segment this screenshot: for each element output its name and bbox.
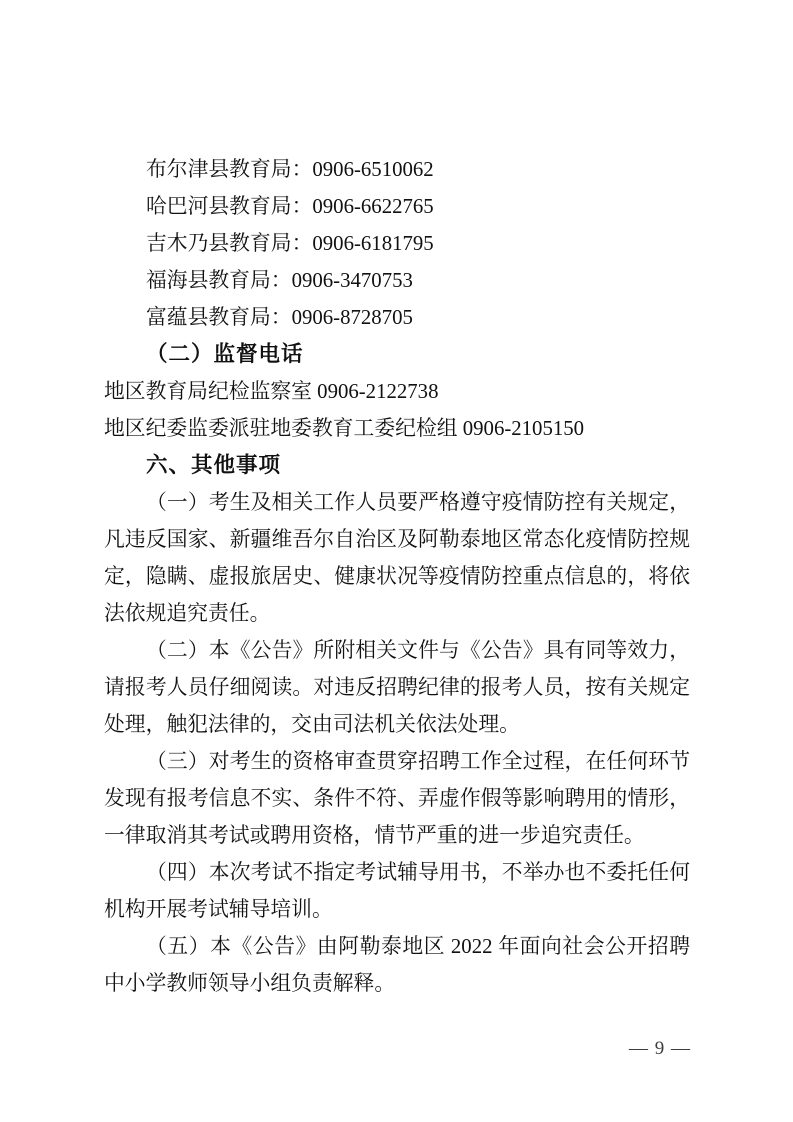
section-heading: （二）监督电话 [146,342,304,366]
text-line: 一律取消其考试或聘用资格，情节严重的进一步追究责任。 [104,824,645,847]
page-number: — 9 — [629,1038,691,1059]
text-line: 吉木乃县教育局：0906-6181795 [146,232,434,255]
text-line: 福海县教育局：0906-3470753 [146,269,413,292]
text-line: 富蕴县教育局：0906-8728705 [146,306,413,329]
text-line: （五）本《公告》由阿勒泰地区 2022 年面向社会公开招聘 [146,935,690,958]
section-heading: 六、其他事项 [146,453,282,477]
text-line: （四）本次考试不指定考试辅导用书，不举办也不委托任何 [146,861,690,884]
text-line: 机构开展考试辅导培训。 [104,898,333,921]
text-line: 凡违反国家、新疆维吾尔自治区及阿勒泰地区常态化疫情防控规 [104,528,690,551]
text-line: 布尔津县教育局：0906-6510062 [146,158,434,181]
text-line: 发现有报考信息不实、条件不符、弄虚作假等影响聘用的情形， [104,787,690,810]
text-line: 中小学教师领导小组负责解释。 [104,972,396,995]
text-line: （二）本《公告》所附相关文件与《公告》具有同等效力， [146,639,690,662]
text-line: 法依规追究责任。 [104,602,271,625]
document-body [104,151,690,1002]
text-line: 请报考人员仔细阅读。对违反招聘纪律的报考人员，按有关规定 [104,676,690,699]
text-line: 地区纪委监委派驻地委教育工委纪检组 0906-2105150 [104,417,585,440]
text-line: （一）考生及相关工作人员要严格遵守疫情防控有关规定， [146,491,690,514]
text-line: 处理，触犯法律的，交由司法机关依法处理。 [104,713,520,736]
text-line: 地区教育局纪检监察室 0906-2122738 [104,380,439,403]
text-line: （三）对考生的资格审查贯穿招聘工作全过程，在任何环节 [146,750,690,773]
text-line: 哈巴河县教育局：0906-6622765 [146,195,434,218]
text-line: 定，隐瞒、虚报旅居史、健康状况等疫情防控重点信息的，将依 [104,565,690,588]
